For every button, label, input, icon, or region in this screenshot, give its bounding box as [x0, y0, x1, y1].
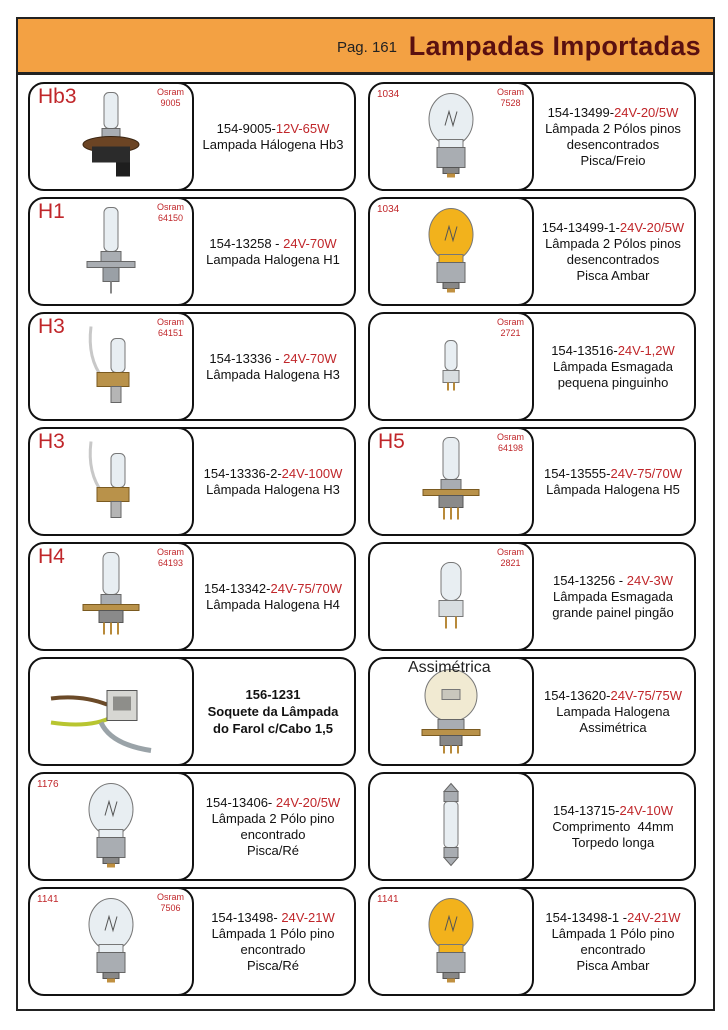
halogen-h1-bulb-icon	[81, 203, 141, 300]
asymmetric-halogen-bulb-icon	[416, 663, 486, 760]
product-card[interactable]	[28, 197, 356, 306]
product-description-line: pequena pinguinho	[557, 374, 669, 390]
product-description-line: Pisca/Ré	[246, 957, 300, 973]
bulb-number-code: 1141	[37, 894, 59, 905]
product-description	[534, 544, 692, 649]
product-image-panel	[368, 772, 534, 881]
brand-reference	[497, 432, 524, 454]
bulb-type-code: H4	[38, 545, 65, 568]
part-number-line	[544, 466, 682, 482]
product-description	[194, 659, 352, 764]
part-number: 154-13406-	[205, 794, 276, 810]
part-number: 154-13499-	[547, 104, 615, 120]
bulb-type-code: Hb3	[38, 85, 77, 108]
product-description-line: Lâmpada Esmagada	[553, 358, 673, 374]
product-description-line: encontrado	[240, 941, 306, 957]
headlamp-socket-cable-icon	[41, 664, 181, 759]
product-description-line: Lampada Hálogena Hb3	[202, 136, 344, 152]
product-image-panel	[368, 887, 534, 996]
product-card[interactable]	[28, 657, 356, 766]
part-number: 154-13498-	[211, 909, 282, 925]
product-description-line: Lâmpada Esmagada	[553, 588, 673, 604]
voltage-wattage-spec: 24V-75/75W	[610, 687, 683, 703]
bulb-type-code: H1	[38, 200, 65, 223]
brand-reference-line: 2721	[500, 328, 521, 338]
product-card[interactable]	[28, 887, 356, 996]
product-card[interactable]	[28, 542, 356, 651]
brand-reference-line: Osram	[497, 432, 524, 442]
product-description	[194, 774, 352, 879]
product-image-panel	[368, 82, 534, 191]
product-card[interactable]	[368, 312, 696, 421]
part-number: 154-13336-2-	[203, 465, 282, 481]
voltage-wattage-spec: 24V-75/70W	[270, 580, 343, 596]
brand-reference	[157, 892, 184, 914]
part-number: 154-13516-	[551, 342, 618, 358]
product-description	[194, 429, 352, 534]
product-description-line: Lâmpada 2 Pólo pino	[211, 810, 335, 826]
voltage-wattage-spec: 24V-20/5W	[614, 104, 679, 120]
brand-reference	[497, 317, 524, 339]
product-description	[194, 889, 352, 994]
part-number: 154-13336 -	[209, 350, 284, 366]
bulb-type-code: H3	[38, 315, 65, 338]
brand-reference-line: Osram	[157, 547, 184, 557]
clear-bayonet-bulb-icon	[81, 894, 141, 989]
part-number-line	[553, 573, 673, 589]
page-title: Lampadas Importadas	[408, 31, 701, 61]
product-description-line: Comprimento 44mm	[552, 818, 674, 834]
voltage-wattage-spec: 24V-10W	[619, 802, 673, 818]
product-description-line: encontrado	[580, 941, 646, 957]
product-card[interactable]	[28, 772, 356, 881]
voltage-wattage-spec: 24V-75/70W	[610, 465, 683, 481]
product-image-panel	[28, 657, 194, 766]
bulb-number-code: 1141	[377, 894, 399, 905]
bulb-type-code: H3	[38, 430, 65, 453]
product-card[interactable]	[368, 197, 696, 306]
part-number: 154-9005-	[216, 120, 276, 136]
product-description-line: do Farol c/Cabo 1,5	[213, 721, 333, 736]
brand-reference-line: Osram	[157, 202, 184, 212]
brand-reference-line: Osram	[157, 892, 184, 902]
product-image-panel	[28, 427, 194, 536]
brand-reference-line: Osram	[497, 547, 524, 557]
part-number-line	[204, 581, 342, 597]
brand-reference-line: Osram	[157, 317, 184, 327]
brand-reference-line: Osram	[497, 317, 524, 327]
halogen-h5-bulb-icon	[419, 433, 483, 530]
product-image-panel	[368, 427, 534, 536]
product-description-line: Lâmpada 1 Pólo pino	[551, 925, 675, 941]
part-number-line	[542, 220, 684, 236]
part-number: 154-13342-	[203, 580, 271, 596]
brand-reference	[157, 317, 184, 339]
part-number-line	[206, 795, 340, 811]
brand-reference-line: Osram	[497, 87, 524, 97]
product-description-line: Lâmpada Halogena H3	[206, 366, 340, 382]
product-card[interactable]	[28, 427, 356, 536]
voltage-wattage-spec: 24V-1,2W	[617, 342, 675, 358]
product-description	[194, 199, 352, 304]
product-description	[534, 84, 692, 189]
brand-reference	[497, 547, 524, 569]
part-number-line	[545, 910, 680, 926]
product-description-line: encontrado	[240, 826, 306, 842]
product-description-line: Pisca/Freio	[580, 152, 646, 168]
brand-reference-line: 64198	[497, 443, 524, 453]
part-number-line	[553, 803, 673, 819]
product-description-line: Lâmpada 2 Pólos pinos	[545, 235, 681, 251]
bulb-number-code: 1034	[377, 204, 400, 215]
halogen-hb3-bulb-icon	[76, 88, 146, 185]
amber-bayonet-bulb-icon	[421, 204, 481, 299]
bulb-number-code: 1034	[377, 89, 400, 100]
halogen-h4-bulb-icon	[79, 548, 143, 645]
voltage-wattage-spec: 24V-3W	[626, 572, 673, 588]
product-card[interactable]	[368, 542, 696, 651]
part-number-line	[544, 688, 682, 704]
product-card[interactable]	[368, 772, 696, 881]
bulb-number-code: 1176	[37, 779, 59, 790]
product-description-line: Soquete da Lâmpada	[207, 704, 339, 719]
product-image-panel	[368, 542, 534, 651]
halogen-h3-bulb-icon	[81, 318, 141, 415]
product-description-line: Pisca/Ré	[246, 842, 300, 858]
voltage-wattage-spec: 24V-20/5W	[619, 219, 685, 235]
product-image-panel	[368, 657, 534, 766]
product-image-panel	[368, 197, 534, 306]
voltage-wattage-spec: 24V-20/5W	[275, 794, 341, 810]
product-description-line: Assimétrica	[579, 719, 647, 735]
bulb-type-code: H5	[378, 430, 405, 453]
brand-reference-line: 7506	[160, 903, 181, 913]
product-description-line: Torpedo longa	[571, 834, 655, 850]
part-number: 154-13256 -	[553, 572, 627, 588]
product-description-line: Lâmpada Halogena H3	[206, 481, 340, 497]
brand-reference-line: Osram	[157, 87, 184, 97]
page-header	[16, 17, 715, 75]
brand-reference-line: 9005	[160, 98, 181, 108]
page-number: Pag. 161	[336, 39, 397, 56]
clear-bayonet-bulb-icon	[421, 89, 481, 184]
clear-bayonet-bulb-icon	[81, 779, 141, 874]
product-description-line: Lampada Halogena H1	[206, 251, 340, 267]
product-description	[194, 544, 352, 649]
voltage-wattage-spec: 24V-70W	[283, 350, 337, 366]
part-number-line	[209, 351, 336, 367]
part-number: 154-13715-	[553, 802, 620, 818]
product-description-line: Lâmpada 2 Pólos pinos	[545, 120, 681, 136]
product-card[interactable]	[368, 82, 696, 191]
brand-reference	[497, 87, 524, 109]
brand-reference-line: 64151	[157, 328, 184, 338]
amber-bayonet-bulb-icon	[421, 894, 481, 989]
product-description	[534, 314, 692, 419]
bulb-type-label: Assimétrica	[408, 659, 491, 676]
part-number: 154-13258 -	[209, 235, 284, 251]
product-image-panel	[28, 542, 194, 651]
brand-reference-line: 2821	[500, 558, 521, 568]
product-image-panel	[28, 312, 194, 421]
brand-reference	[157, 202, 184, 224]
brand-reference-line: 64193	[157, 558, 184, 568]
part-number: 154-13499-1-	[541, 219, 620, 235]
product-description-line: Lâmpada 1 Pólo pino	[211, 925, 335, 941]
product-description	[194, 314, 352, 419]
product-card[interactable]	[28, 312, 356, 421]
product-image-panel	[28, 887, 194, 996]
part-number-line	[211, 910, 335, 926]
product-card[interactable]	[368, 427, 696, 536]
brand-reference-line: 64150	[157, 213, 184, 223]
wedge-large-bulb-icon	[431, 556, 471, 637]
product-image-panel	[28, 772, 194, 881]
product-description-line: Pisca Ambar	[576, 267, 650, 283]
product-description	[534, 889, 692, 994]
part-number-line	[217, 121, 330, 137]
product-description	[534, 429, 692, 534]
voltage-wattage-spec: 24V-21W	[627, 909, 681, 925]
product-description	[194, 84, 352, 189]
product-description-line: Lâmpada Halogena H5	[546, 481, 680, 497]
product-description-line: 156-1231	[245, 687, 301, 702]
product-description	[534, 774, 692, 879]
voltage-wattage-spec: 12V-65W	[275, 120, 330, 136]
product-image-panel	[28, 82, 194, 191]
product-description-line: Lampada Halogena	[556, 703, 670, 719]
part-number-line	[551, 343, 675, 359]
voltage-wattage-spec: 24V-100W	[281, 465, 343, 481]
product-image-panel	[28, 197, 194, 306]
product-image-panel	[368, 312, 534, 421]
halogen-h3-bulb-icon	[81, 433, 141, 530]
product-description	[534, 659, 692, 764]
wedge-small-bulb-icon	[436, 334, 466, 399]
product-description-line: desencontrados	[566, 136, 660, 152]
product-card[interactable]	[368, 887, 696, 996]
part-number: 154-13555-	[543, 465, 611, 481]
product-description-line: desencontrados	[566, 251, 660, 267]
product-card[interactable]	[368, 657, 696, 766]
voltage-wattage-spec: 24V-70W	[283, 235, 337, 251]
part-number: 154-13620-	[543, 687, 611, 703]
product-description-line: Lâmpada Halogena H4	[206, 596, 340, 612]
part-number: 154-13498-1 -	[545, 909, 628, 925]
product-description	[534, 199, 692, 304]
part-number-line	[209, 236, 336, 252]
product-card[interactable]	[28, 82, 356, 191]
part-number-line	[204, 466, 343, 482]
product-description-line: Pisca Ambar	[576, 957, 650, 973]
brand-reference-line: 7528	[500, 98, 521, 108]
part-number-line	[548, 105, 679, 121]
voltage-wattage-spec: 24V-21W	[281, 909, 335, 925]
product-description-line: grande painel pingão	[552, 604, 674, 620]
brand-reference	[157, 87, 184, 109]
brand-reference	[157, 547, 184, 569]
festoon-bulb-icon	[436, 779, 466, 874]
